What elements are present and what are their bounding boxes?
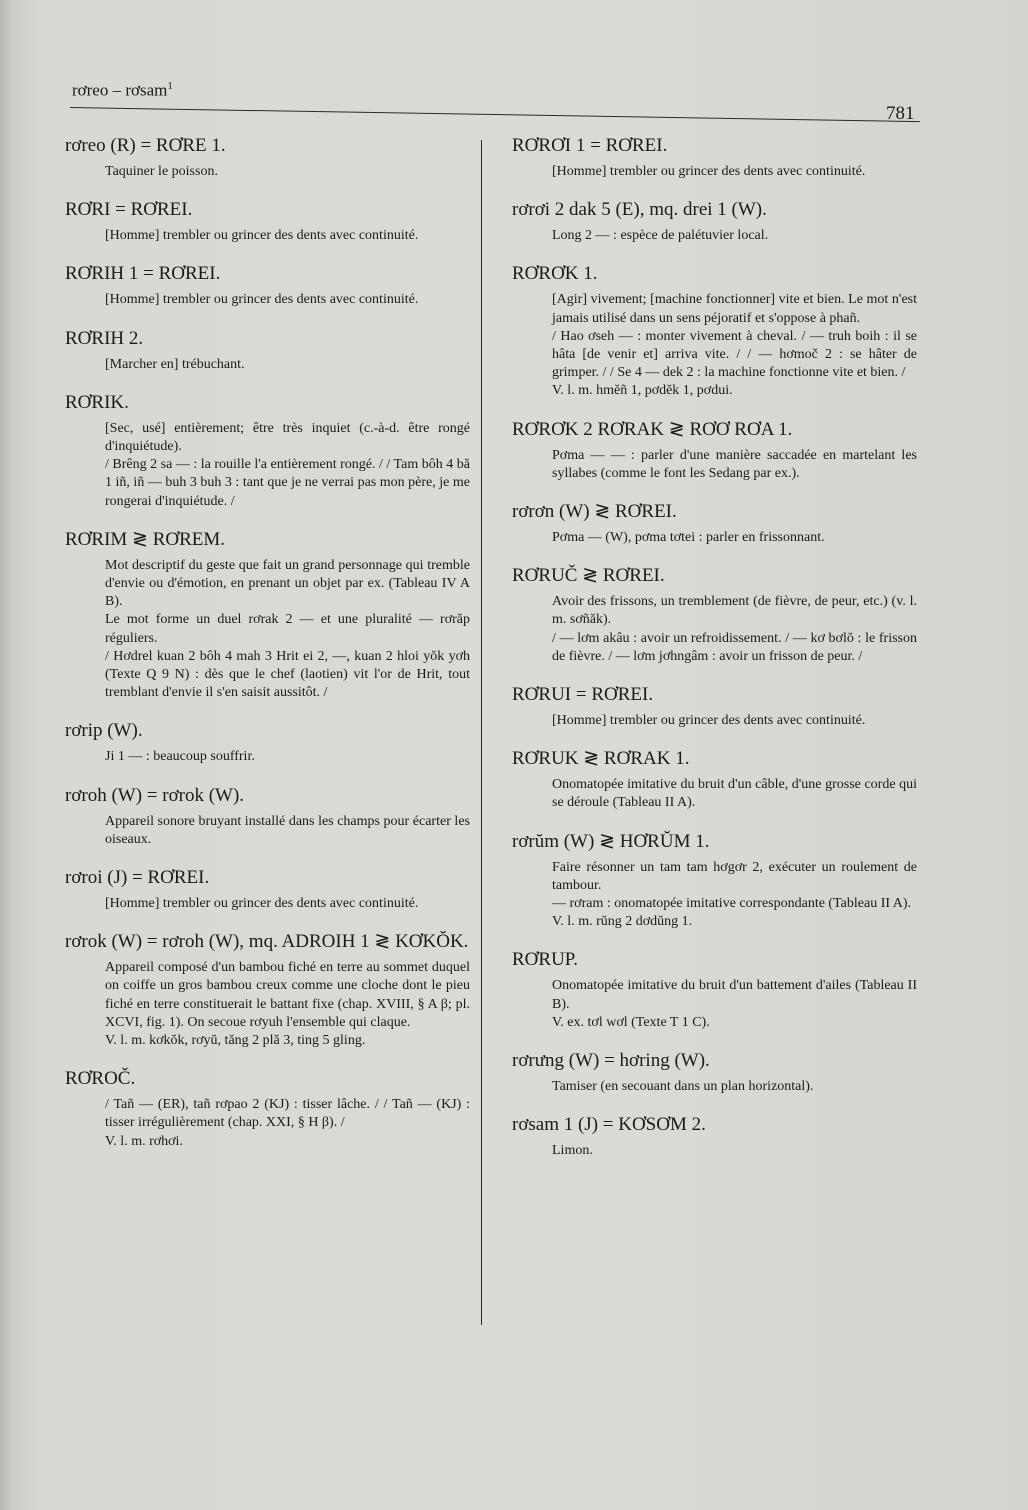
definition-line: [Homme] trembler ou grincer des dents avec continuité.	[105, 228, 419, 244]
entry-definition	[512, 593, 917, 666]
dictionary-entry	[512, 565, 917, 666]
definition-line: Limon.	[552, 1143, 593, 1159]
right-column	[512, 135, 917, 1178]
running-head: rơreo – rơsam$^1$	[72, 80, 173, 100]
entry-definition	[65, 356, 470, 374]
definition-line: / — lơm akâu : avoir un refroidissement. / — kơ bơlŏ : le frisson de fièvre. / — lơm jơhngâm : avoir un frisson de peur. /	[552, 630, 917, 664]
entry-definition	[65, 291, 470, 309]
entry-headword: rơrip (W).	[65, 720, 143, 742]
entry-headword: rơrŭm (W) ≷ HƠRŬM 1.	[512, 830, 710, 852]
dictionary-entry	[65, 392, 470, 511]
definition-line: V. l. m. kơkŏk, rơyŭ, tăng 2 plă 3, ting 5 gling.	[105, 1033, 366, 1049]
entry-headword: RƠRIH 1 = RƠREI.	[65, 263, 221, 285]
entry-definition	[512, 776, 917, 812]
definition-line: [Marcher en] trébuchant.	[105, 356, 245, 372]
definition-line: — rơram : onomatopée imitative correspondante (Tableau II A).	[552, 896, 912, 912]
definition-line: Appareil composé d'un bambou fiché en terre au sommet duquel on coiffe un gros bambou creux comme une cloche dont le pieu fiché en terre constituerait le battant fixe (chap. XVIII, § A β; pl. XCVI, fig. 1). On secoue rơyuh l'ensemble qui claque.	[105, 960, 470, 1030]
entry-definition	[65, 748, 470, 766]
definition-line: Onomatopée imitative du bruit d'un battement d'ailes (Tableau II B).	[552, 978, 917, 1012]
dictionary-entry	[512, 263, 917, 400]
entry-definition	[512, 529, 917, 547]
column-divider	[481, 140, 482, 1325]
dictionary-entry	[65, 135, 470, 181]
entry-definition	[512, 227, 917, 245]
header-rule	[70, 107, 920, 122]
definition-line: [Homme] trembler ou grincer des dents avec continuité.	[105, 292, 419, 308]
entry-headword: RƠRIM ≷ RƠREM.	[65, 528, 226, 550]
entry-headword: RƠRƠI 1 = RƠREI.	[512, 135, 668, 156]
entry-definition	[512, 1142, 917, 1160]
definition-line: [Sec, usé] entièrement; être très inquiet (c.-à-d. être rongé d'inquiétude).	[105, 420, 470, 455]
definition-line: V. ex. tơl wơl (Texte T 1 C).	[552, 1014, 710, 1030]
definition-line: Appareil sonore bruyant installé dans les champs pour écarter les oiseaux.	[105, 813, 470, 847]
entry-definition	[65, 557, 470, 703]
entry-definition	[65, 227, 470, 245]
definition-line: Faire résonner un tam tam hơgơr 2, exécuter un roulement de tambour.	[552, 859, 917, 893]
entry-headword: rơrơn (W) ≷ RƠREI.	[512, 501, 677, 523]
dictionary-entry	[512, 1114, 917, 1160]
entry-headword: rơroh (W) = rơrok (W).	[65, 784, 245, 806]
dictionary-entry	[65, 785, 470, 849]
entry-headword: rơsam 1 (J) = KƠSƠM 2.	[512, 1114, 706, 1136]
dictionary-entry	[65, 529, 470, 703]
entry-definition	[512, 1078, 917, 1096]
entry-headword: RƠRƠK 1.	[512, 263, 598, 285]
dictionary-entry	[512, 501, 917, 547]
entry-headword: RƠROČ.	[65, 1068, 136, 1090]
dictionary-entry	[512, 831, 917, 932]
entry-headword: RƠRUČ ≷ RƠREI.	[512, 565, 665, 587]
dictionary-entry	[65, 199, 470, 245]
entry-headword: rơrok (W) = rơroh (W), mq. ADROIH 1 ≷ KƠKŎK.	[65, 931, 469, 953]
definition-line: [Homme] trembler ou grincer des dents avec continuité.	[552, 713, 866, 729]
entry-definition	[65, 1096, 470, 1151]
entry-headword: RƠRUI = RƠREI.	[512, 684, 654, 706]
entry-definition	[65, 163, 470, 181]
definition-line: Le mot forme un duel rơrak 2 — et une pluralité — rơrăp réguliers.	[105, 612, 470, 646]
definition-line: [Homme] trembler ou grincer des dents avec continuité.	[552, 164, 866, 179]
entry-headword: RƠRƠK 2 RƠRAK ≷ RƠƠ RƠA 1.	[512, 418, 793, 440]
definition-line: Mot descriptif du geste que fait un grand personnage qui tremble d'envie ou d'émotion, en prenant un objet par ex. (Tableau IV A B).	[105, 557, 470, 610]
definition-line: V. l. m. rơhơi.	[105, 1133, 183, 1149]
definition-line: Long 2 — : espèce de palétuvier local.	[552, 228, 769, 244]
dictionary-entry	[512, 1050, 917, 1096]
left-column	[65, 135, 470, 1169]
definition-line: V. l. m. rŭng 2 dơdŭng 1.	[552, 914, 693, 930]
dictionary-entry	[65, 328, 470, 374]
entry-definition	[65, 813, 470, 849]
page-number: 781	[886, 103, 915, 124]
entry-headword: RƠRI = RƠREI.	[65, 199, 193, 221]
definition-line: [Homme] trembler ou grincer des dents avec continuité.	[105, 896, 419, 912]
entry-definition	[512, 977, 917, 1032]
entry-headword: RƠRUP.	[512, 949, 578, 971]
definition-line: V. l. m. hmĕñ 1, pơdĕk 1, pơdui.	[552, 383, 733, 399]
entry-headword: RƠRUK ≷ RƠRAK 1.	[512, 748, 690, 770]
entry-definition	[65, 959, 470, 1050]
dictionary-entry	[512, 684, 917, 730]
definition-line: / Hao ơseh — : monter vivement à cheval. / — truh boih : il se hâta [de venir et] arriva vite. / / — hơmoč 2 : se hâter de grimper. / / Se 4 — dek 2 : la machine fonctionne vite et bien. /	[552, 328, 917, 381]
definition-line: Taquiner le poisson.	[105, 164, 218, 179]
definition-line: / Brêng 2 sa — : la rouille l'a entièrement rongé. / / Tam bôh 4 bă 1 iñ, iñ — buh 3 buh 3 : tant que je ne verrai pas mon père, je me rongerai d'inquiétude. /	[105, 457, 470, 509]
entry-headword: rơroi (J) = RƠREI.	[65, 867, 210, 889]
definition-line: Pơma — (W), pơma tơtei : parler en frissonnant.	[552, 530, 825, 546]
entry-headword: RƠRIH 2.	[65, 327, 144, 349]
definition-line: [Agir] vivement; [machine fonctionner] vite et bien. Le mot n'est jamais utilisé dans un sens péjoratif et s'oppose à phañ.	[552, 292, 917, 326]
definition-line: Onomatopée imitative du bruit d'un câble, d'une grosse corde qui se déroule (Tableau II A).	[552, 777, 917, 811]
entry-definition	[512, 291, 917, 400]
entry-definition	[65, 420, 470, 511]
entry-definition	[512, 163, 917, 181]
dictionary-entry	[65, 720, 470, 766]
entry-headword: rơrưng (W) = hơring (W).	[512, 1050, 710, 1072]
entry-headword: rơrơi 2 dak 5 (E), mq. drei 1 (W).	[512, 199, 767, 221]
definition-line: Tamiser (en secouant dans un plan horizontal).	[552, 1079, 814, 1095]
dictionary-entry	[65, 867, 470, 913]
entry-headword: rơreo (R) = RƠRE 1.	[65, 135, 226, 156]
entry-definition	[512, 712, 917, 730]
definition-line: Pơma — — : parler d'une manière saccadée en martelant les syllabes (comme le font les Sedang par ex.).	[552, 447, 917, 481]
dictionary-entry	[65, 263, 470, 309]
dictionary-entry	[512, 135, 917, 181]
dictionary-entry	[65, 931, 470, 1050]
dictionary-entry	[512, 199, 917, 245]
definition-line: / Tañ — (ER), tañ rơpao 2 (KJ) : tisser lâche. / / Tañ — (KJ) : tisser irrégulièrement (chap. XXI, § H β). /	[105, 1097, 470, 1131]
definition-line: Avoir des frissons, un tremblement (de fièvre, de peur, etc.) (v. l. m. sơñăk).	[552, 594, 917, 628]
dictionary-entry	[65, 1068, 470, 1151]
dictionary-entry	[512, 949, 917, 1032]
entry-definition	[65, 895, 470, 913]
dictionary-entry	[512, 419, 917, 483]
entry-definition	[512, 859, 917, 932]
entry-definition	[512, 447, 917, 483]
definition-line: Ji 1 — : beaucoup souffrir.	[105, 749, 255, 765]
definition-line: / Hơdrel kuan 2 bôh 4 mah 3 Hrit ei 2, —, kuan 2 hloi yŏk yơh (Texte Q 9 N) : dès que le chef (laotien) vit l'or de Hrit, tout tremblant d'envie il s'en saisit aussitôt. /	[105, 648, 470, 701]
entry-headword: RƠRIK.	[65, 391, 129, 413]
dictionary-entry	[512, 748, 917, 812]
